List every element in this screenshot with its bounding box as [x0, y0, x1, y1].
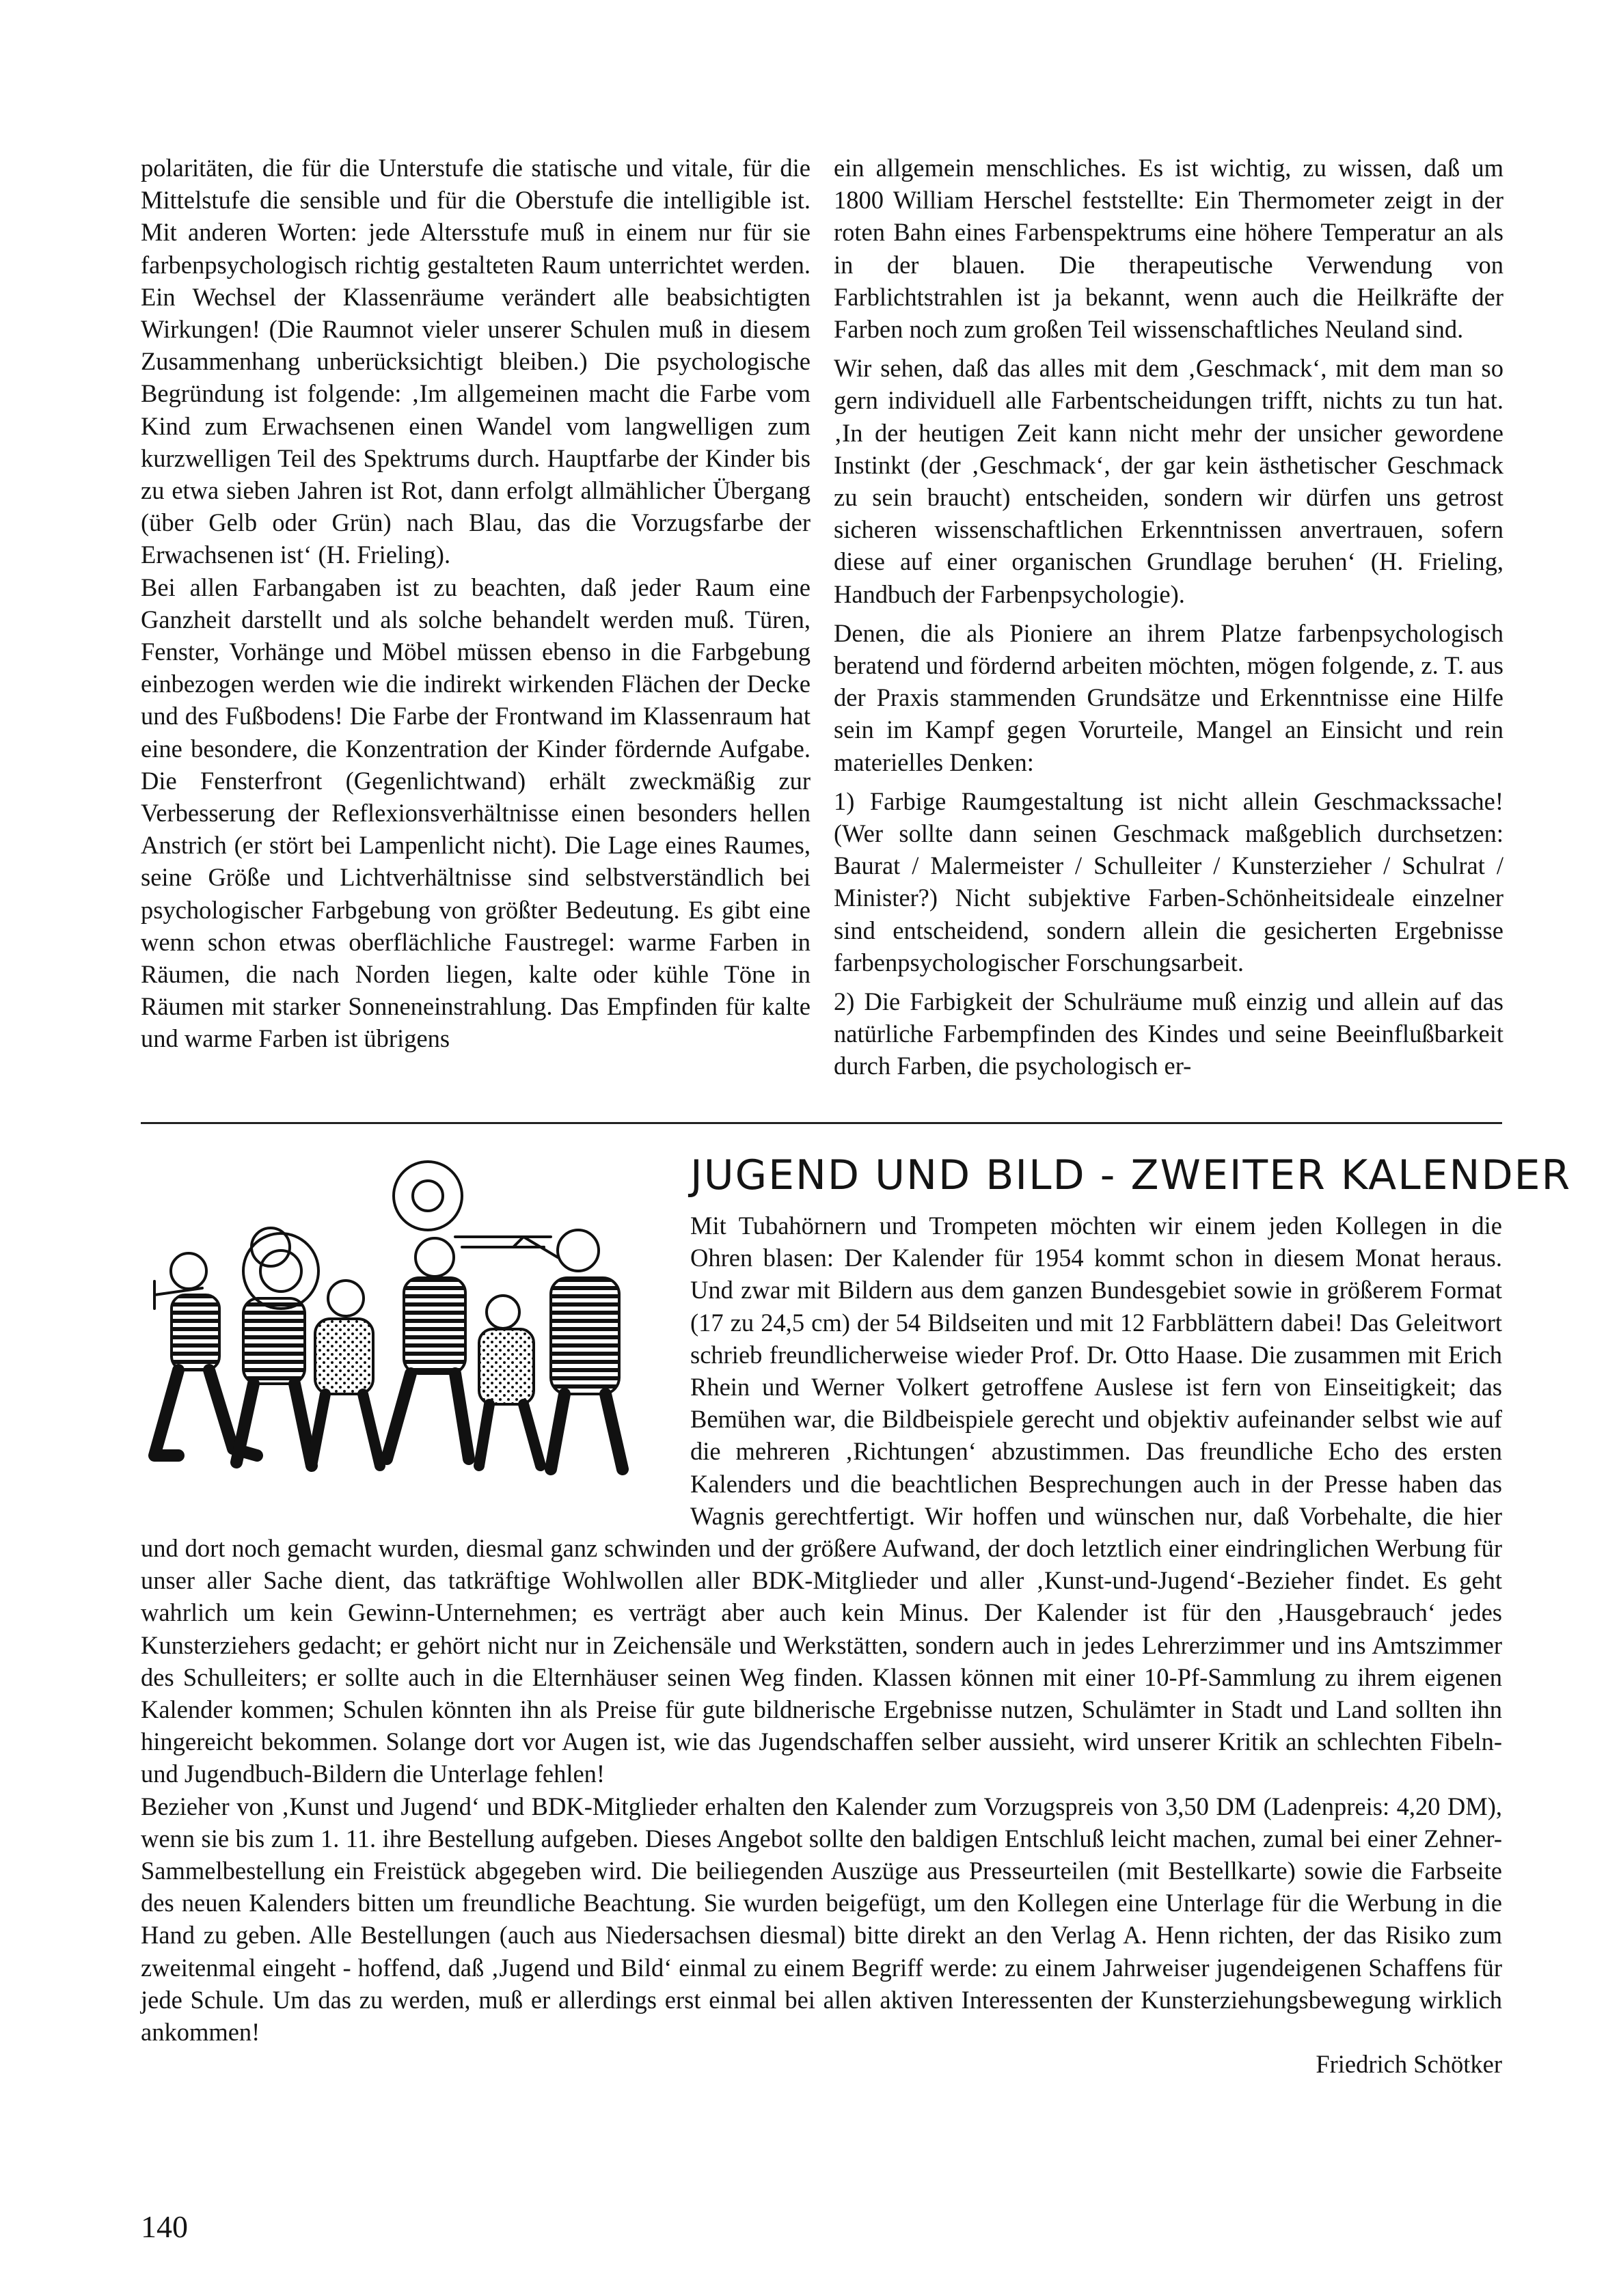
left-paragraph-1: polaritäten, die für die Unterstufe die statische und vitale, für die Mittelstufe die sensible und für die Oberstufe die intelligible ist. Mit anderen Worten: jede Altersstufe muß in einem nur für sie farbenpsychologisch richtig gestalteten Raum unterrichtet werden. Ein Wechsel der Klassenräume verändert alle beabsichtigten Wirkungen! (Die Raumnot vieler unserer Schulen muß in diesem Zusammenhang unberücksichtigt bleiben.) Die psychologische Begründung ist folgende: ‚Im allgemeinen macht die Farbe vom Kind zum Erwachsenen einen Wandel vom langwelligen zum kurzwelligen Teil des Spektrums durch. Hauptfarbe der Kinder bis zu etwa sieben Jahren ist Rot, dann erfolgt allmählicher Übergang (über Gelb oder Grün) nach Blau, das die Vorzugsfarbe der Erwachsenen ist‘ (H. Frieling).: [141, 154, 811, 569]
left-paragraph-2: Bei allen Farbangaben ist zu beachten, daß jeder Raum eine Ganzheit darstellt und als solche behandelt werden muß. Türen, Fenster, Vorhänge und Möbel müssen ebenso in die Farbgebung einbezogen werden wie die indirekt wirkenden Flächen der Decke und des Fußbodens! Die Farbe der Frontwand im Klassenraum hat eine besondere, die Konzentration der Kinder fördernde Aufgabe. Die Fensterfront (Gegenlichtwand) erhält zweckmäßig zur Verbesserung der Reflexionsverhältnisse einen besonders hellen Anstrich (er stört bei Lampenlicht nicht). Die Lage eines Raumes, seine Größe und Lichtverhältnisse sind selbstverständlich bei psychologischer Farbgebung von größter Bedeutung. Es gibt eine wenn schon etwas oberflächliche Faustregel: warme Farben in Räumen, die nach Norden liegen, kalte oder kühle Töne in Räumen mit starker Sonneneinstrahlung. Das Empfinden für kalte und warme Farben ist übrigens: [141, 573, 811, 1053]
article-title: JUGEND UND BILD - ZWEITER KALENDER: [690, 1151, 1572, 1199]
article-body: [141, 1210, 1502, 2080]
article-paragraph-1: Mit Tubahörnern und Trompeten möchten wir einem jeden Kollegen in die Ohren blasen: Der Kalender für 1954 kommt schon in diesem Monat heraus. Und zwar mit Bildern aus dem ganzen Bundesgebiet sowie in größerem Format (17 zu 24,5 cm) der 54 Bildseiten und mit 12 Farbblättern dabei! Das Geleitwort schrieb freundlicherweise wieder Prof. Dr. Otto Haase. Die zusammen mit Erich Rhein und Werner Volkert getroffene Auslese ist fern von Einseitigkeit; das Bemühen war, die Bildbeispiele gerecht und objektiv aufeinander selbst wie auf die mehreren ‚Richtungen‘ abzustimmen. Das freundliche Echo des ersten Kalenders und die beachtlichen Besprechungen auch in der Presse haben das Wagnis gerechtfertigt. Wir hoffen und wünschen nur, daß Vorbehalte, die hier und dort noch gemacht wurden, diesmal ganz schwinden und der größere Aufwand, der doch letztlich einer eindringlichen Werbung für unser aller Sache dient, das tatkräftige Wohlwollen aller BDK-Mitglieder und aller ‚Kunst-und-Jugend‘-Bezieher findet. Es geht wahrlich um kein Gewinn-Unternehmen; es verträgt aber auch kein Minus. Der Kalender ist für den ‚Hausgebrauch‘ jedes Kunsterziehers gedacht; er gehört nicht nur in Zeichensäle und Werkstätten, sondern auch in jedes Lehrerzimmer und ins Amtszimmer des Schulleiters; er sollte auch in die Elternhäuser seinen Weg finden. Klassen können mit einer 10-Pf-Sammlung zu ihrem eigenen Kalender kommen; Schulen könnten ihn als Preise für gute bildnerische Ergebnisse nutzen, Schulämter in Stadt und Land sollten ihn hingereicht bekommen. Solange dort vor Augen ist, wie das Jugendschaffen selber aussieht, wird unserer Kritik an schlechten Fibeln- und Jugendbuch-Bildern die Unterlage fehlen!: [141, 1212, 1502, 1788]
page-number: 140: [141, 2209, 188, 2244]
article-signature: Friedrich Schötker: [1316, 2050, 1502, 2079]
right-paragraph-1: ein allgemein menschliches. Es ist wichtig, zu wissen, daß um 1800 William Herschel feststellte: Ein Thermometer zeigt in der roten Bahn eines Farbenspektrums eine höhere Temperatur an als in der blauen. Die therapeutische Verwendung von Farblichtstrahlen ist ja bekannt, wenn auch die Heilkräfte der Farben noch zum großen Teil wissenschaftliches Neuland sind.: [834, 154, 1503, 344]
right-paragraph-5: 2) Die Farbigkeit der Schulräume muß einzig und allein auf das natürliche Farbempfinden des Kindes und seine Beeinflußbarkeit durch Farben, die psychologisch er-: [834, 987, 1503, 1080]
section-divider: [141, 1122, 1502, 1124]
article-paragraph-2: Bezieher von ‚Kunst und Jugend‘ und BDK-Mitglieder erhalten den Kalender zum Vorzugspreis von 3,50 DM (Ladenpreis: 4,20 DM), wenn sie bis zum 1. 11. ihre Bestellung aufgeben. Dieses Angebot sollte den baldigen Entschluß leicht machen, zumal bei einer Zehner-Sammelbestellung ein Freistück abgegeben wird. Die beiliegenden Auszüge aus Presseurteilen (mit Bestellkarte) sowie die Farbseite des neuen Kalenders bitten um freundliche Beachtung. Sie wurden beigefügt, um den Kollegen eine Unterlage für die Werbung in die Hand zu geben. Alle Bestellungen (auch aus Niedersachsen diesmal) bitte direkt an den Verlag A. Henn richten, der das Risiko zum zweitenmal eingeht - hoffend, daß ‚Jugend und Bild‘ einmal zu einem Begriff werde: zu einem Jahrweiser jugendeigenen Schaffens für jede Schule. Um das zu werden, muß er allerdings erst einmal bei allen aktiven Interessenten der Kunsterziehungsbewegung wirklich ankommen!: [141, 1792, 1502, 2047]
right-paragraph-2: Wir sehen, daß das alles mit dem ‚Geschmack‘, mit dem man so gern individuell alle Farbentscheidungen trifft, nichts zu tun hat. ‚In der heutigen Zeit kann nicht mehr der unsicher gewordene Instinkt (der ‚Geschmack‘, der gar kein ästhetischer Geschmack zu sein braucht) entscheiden, sondern wir dürfen uns getrost sicheren wissenschaftlichen Erkenntnissen anvertrauen, sofern diese auf einer organischen Grundlage beruhen‘ (H. Frieling, Handbuch der Farbenpsychologie).: [834, 354, 1503, 608]
right-paragraph-3: Denen, die als Pioniere an ihrem Platze farbenpsychologisch beratend und fördernd arbeiten möchten, mögen folgende, z. T. aus der Praxis stammenden Grundsätze und Erkenntnisse eine Hilfe sein im Kampf gegen Vorurteile, Mangel an Einsicht und rein materielles Denken:: [834, 618, 1503, 776]
right-text-column: [834, 152, 1503, 1082]
left-text-column: [141, 152, 811, 1055]
illustration-space: [141, 1210, 690, 1503]
right-paragraph-4: 1) Farbige Raumgestaltung ist nicht allein Geschmackssache! (Wer sollte dann seinen Geschmack maßgeblich durchsetzen: Baurat / Malermeister / Schulleiter / Kunsterzieher / Schulrat / Minister?) Nicht subjektive Farben-Schönheitsideale einzelner sind entscheidend, sondern allein die gesicherten Ergebnisse farbenpsychologischer Forschungsarbeit.: [834, 787, 1503, 976]
